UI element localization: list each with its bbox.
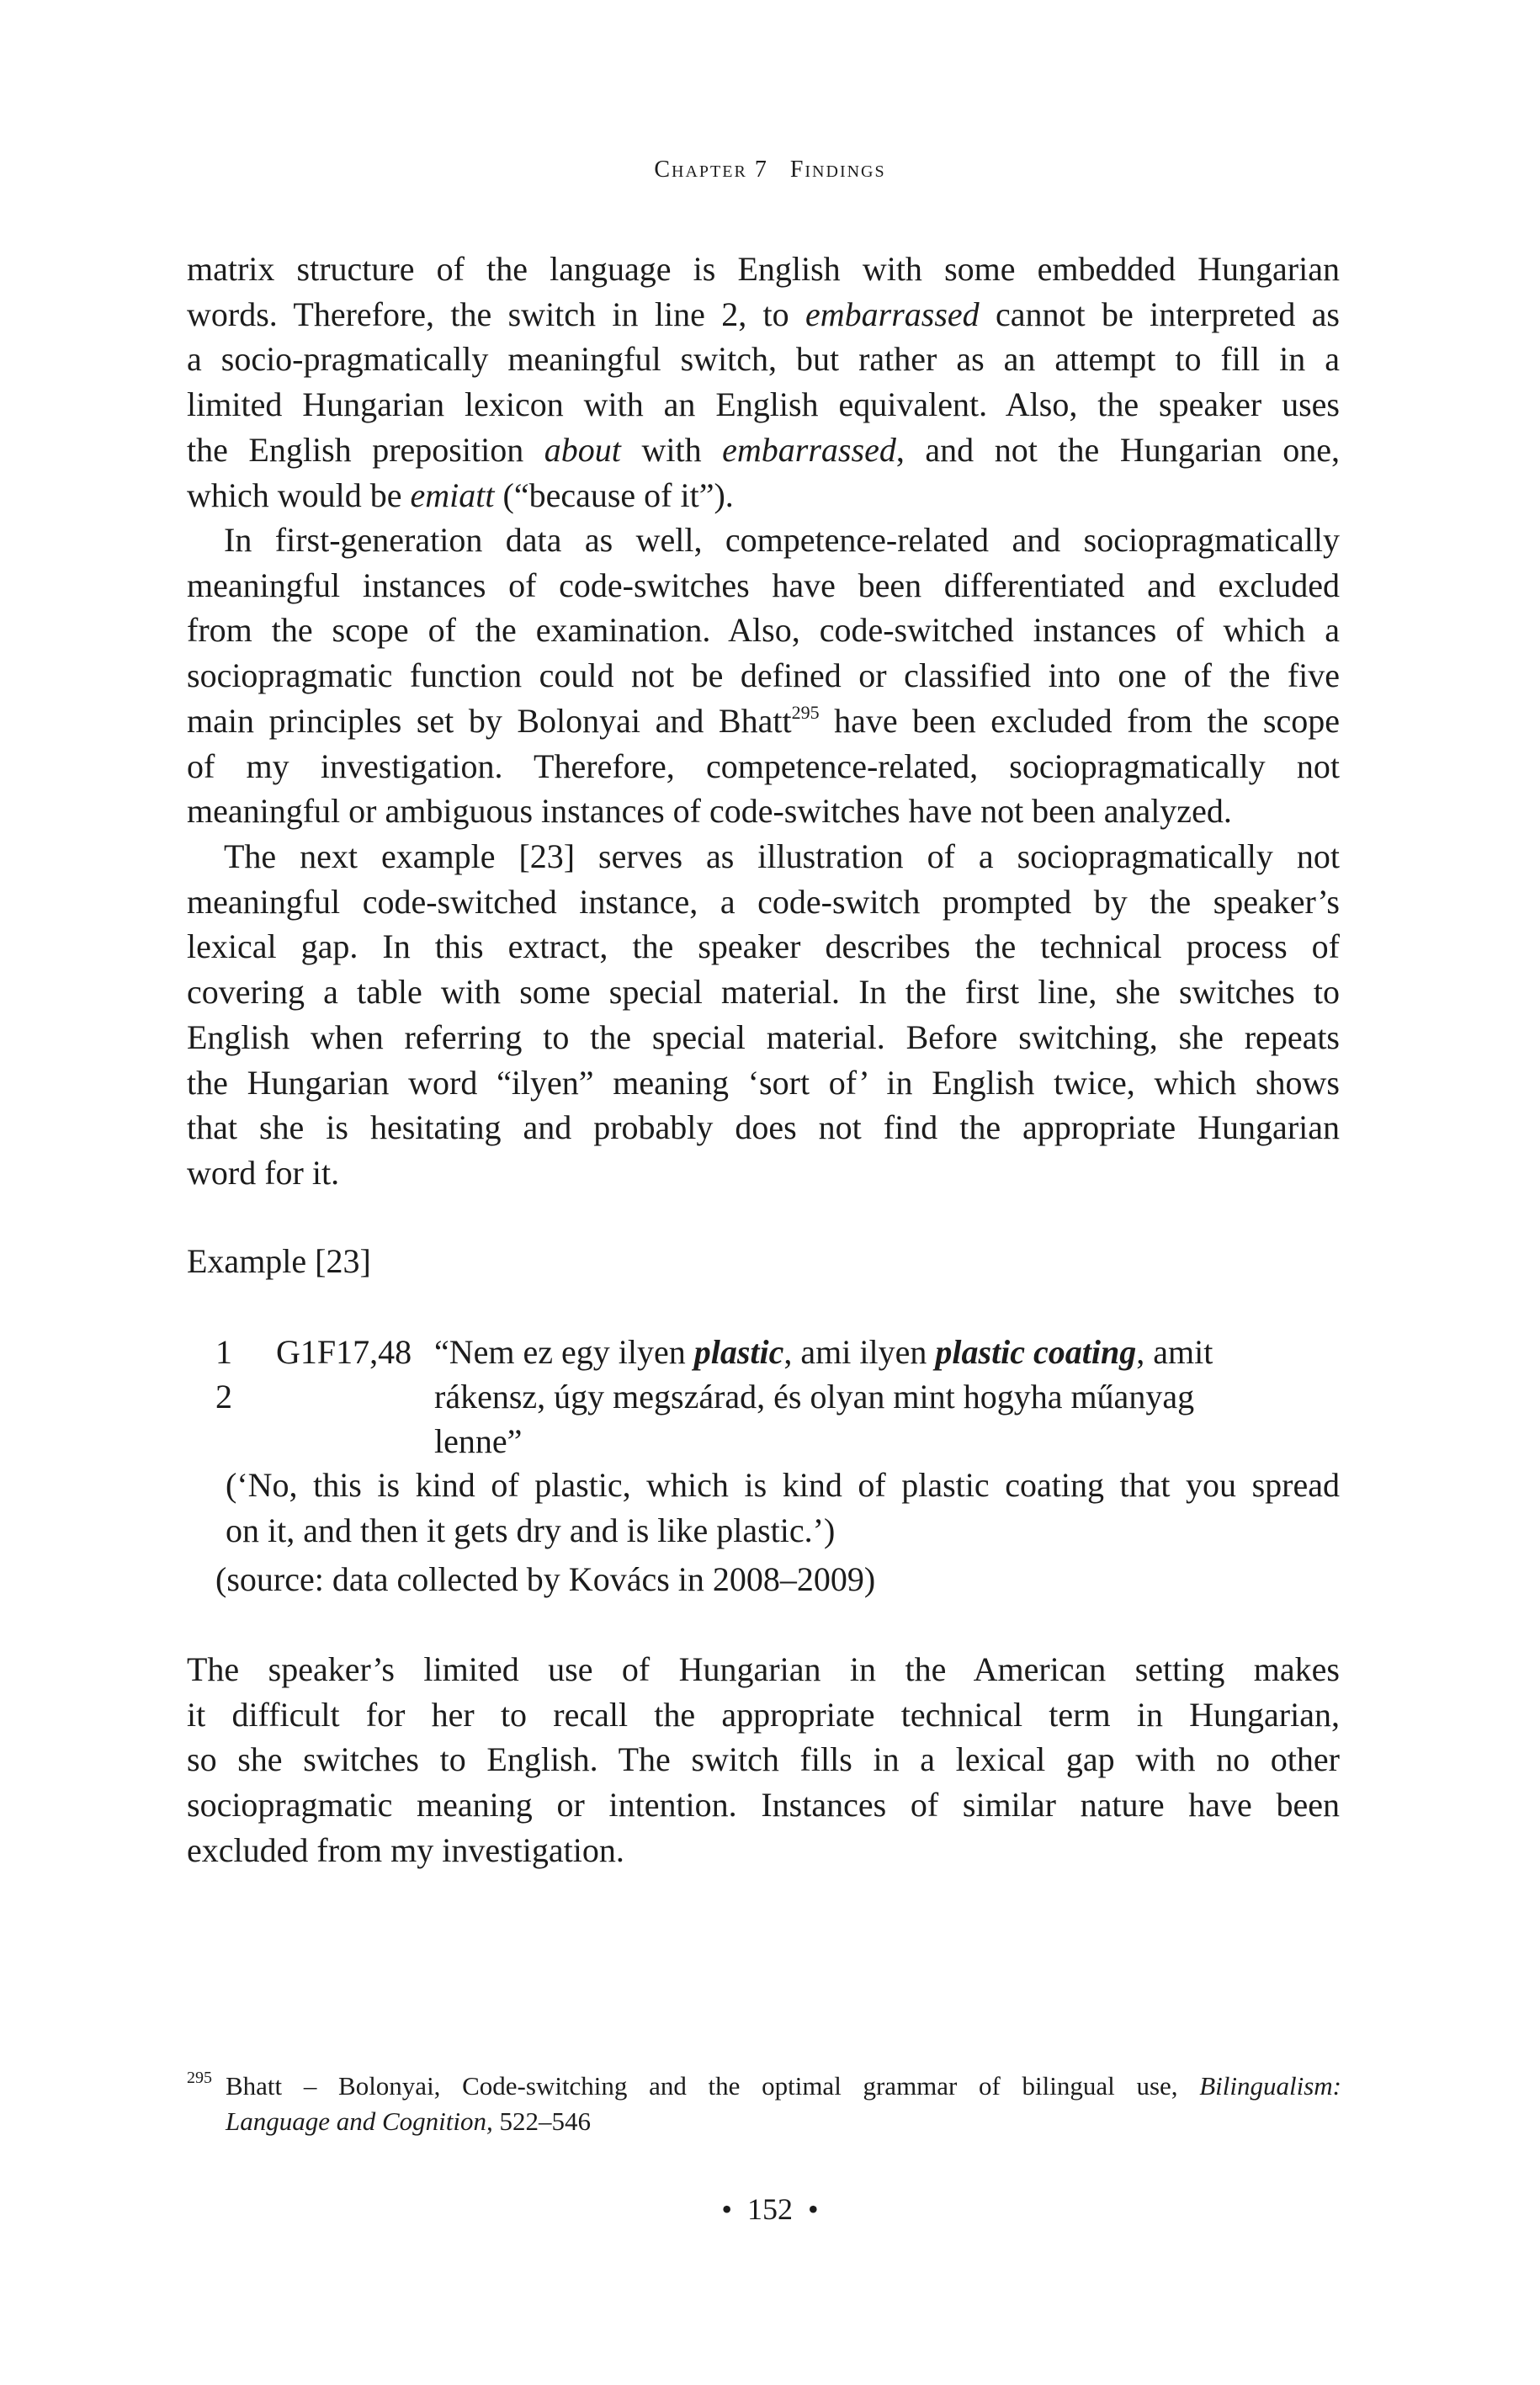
text-line: that she is hesitating and probably does not find the appropriate Hungarian — [187, 1108, 1340, 1147]
text-line: covering a table with some special material. In the first line, she switches to — [187, 973, 1340, 1012]
footnote-number: 295 — [187, 2069, 212, 2087]
example-source: (source: data collected by Kovács in 2008–2009) — [215, 1560, 876, 1598]
running-head — [0, 157, 1540, 183]
code-switched-word: plastic coating — [935, 1333, 1137, 1371]
page-number-bullet-right: • — [808, 2192, 819, 2226]
text-line: a socio-pragmatically meaningful switch, but rather as an attempt to fill in a — [187, 340, 1340, 379]
translation-line: on it, and then it gets dry and is like plastic.’) — [226, 1511, 836, 1549]
text-line: words. Therefore, the switch in line 2, to embarrassed cannot be interpreted as — [187, 295, 1340, 333]
speaker-code: G1F17,48 — [276, 1333, 412, 1371]
text-line: of my investigation. Therefore, competence-related, sociopragmatically not — [187, 746, 1340, 785]
text-line: so she switches to English. The switch fills in a lexical gap with no other — [187, 1740, 1340, 1779]
page-number-value: 152 — [747, 2192, 793, 2226]
text-line: The speaker’s limited use of Hungarian in the American setting makes — [187, 1650, 1340, 1688]
text-line: lexical gap. In this extract, the speaker describes the technical process of — [187, 927, 1340, 966]
page-number-bullet-left: • — [721, 2192, 732, 2226]
running-head-chapter: Chapter 7 — [654, 157, 768, 183]
transcript-line-2-text: rákensz, úgy megszárad, és olyan mint hogyha műanyag — [434, 1378, 1195, 1416]
paragraph-2 — [187, 518, 1340, 834]
example-translation — [226, 1463, 1340, 1553]
running-head-section: Findings — [789, 157, 886, 183]
line-number: 1 — [215, 1333, 232, 1371]
transcript-line-1-text: “Nem ez egy ilyen plastic, ami ilyen plastic coating, amit — [434, 1333, 1213, 1371]
italic-term: embarrassed — [805, 295, 980, 333]
text-line: meaningful or ambiguous instances of code-switches have not been analyzed. — [187, 792, 1232, 831]
page-number — [0, 2191, 1540, 2227]
code-switched-word: plastic — [693, 1333, 784, 1371]
text-line: English when referring to the special material. Before switching, she repeats — [187, 1017, 1340, 1056]
text-line: the English preposition about with embarrassed, and not the Hungarian one, — [187, 430, 1340, 469]
paragraph-1 — [187, 247, 1340, 518]
footnote-line-1: Bhatt – Bolonyai, Code-switching and the optimal grammar of bilingual use, Bilingualism: — [226, 2071, 1341, 2101]
text-line: meaningful code-switched instance, a code-switch prompted by the speaker’s — [187, 882, 1340, 921]
example-label: Example [23] — [187, 1242, 371, 1280]
italic-term: about — [544, 430, 621, 469]
italic-term: Bilingualism: — [1199, 2071, 1341, 2101]
text-line: it difficult for her to recall the appropriate technical term in Hungarian, — [187, 1695, 1340, 1734]
footnote-line-2: Language and Cognition, 522–546 — [226, 2106, 592, 2136]
text-line: sociopragmatic function could not be defined or classified into one of the five — [187, 656, 1340, 695]
text-line: meaningful instances of code-switches have been differentiated and excluded — [187, 566, 1340, 604]
text-line: excluded from my investigation. — [187, 1830, 624, 1869]
text-line: In first-generation data as well, competence-related and sociopragmatically — [224, 521, 1340, 559]
italic-term: Language and Cognition, — [226, 2106, 493, 2136]
text-line: sociopragmatic meaning or intention. Instances of similar nature have been — [187, 1786, 1340, 1825]
footnote — [187, 2069, 1341, 2139]
paragraph-3 — [187, 834, 1340, 1196]
text-line: from the scope of the examination. Also, code-switched instances of which a — [187, 611, 1340, 650]
transcript-line-3-text: lenne” — [434, 1422, 523, 1460]
line-number: 2 — [215, 1378, 232, 1416]
text-line: matrix structure of the language is English with some embedded Hungarian — [187, 250, 1340, 288]
footnote-reference: 295 — [791, 701, 820, 723]
text-line: limited Hungarian lexicon with an English equivalent. Also, the speaker uses — [187, 385, 1340, 424]
text-line: the Hungarian word “ilyen” meaning ‘sort of’ in English twice, which shows — [187, 1063, 1340, 1102]
italic-term: embarrassed — [722, 430, 896, 469]
text-line: The next example [23] serves as illustration of a sociopragmatically not — [224, 837, 1340, 875]
paragraph-4 — [187, 1647, 1340, 1873]
text-line: word for it. — [187, 1153, 340, 1192]
text-line: which would be emiatt (“because of it”). — [187, 475, 734, 514]
text-line: main principles set by Bolonyai and Bhatt$^{295}$ have been excluded from the scope — [187, 701, 1340, 740]
translation-line: (‘No, this is kind of plastic, which is kind of plastic coating that you spread — [226, 1466, 1340, 1504]
italic-term: emiatt — [410, 475, 495, 514]
